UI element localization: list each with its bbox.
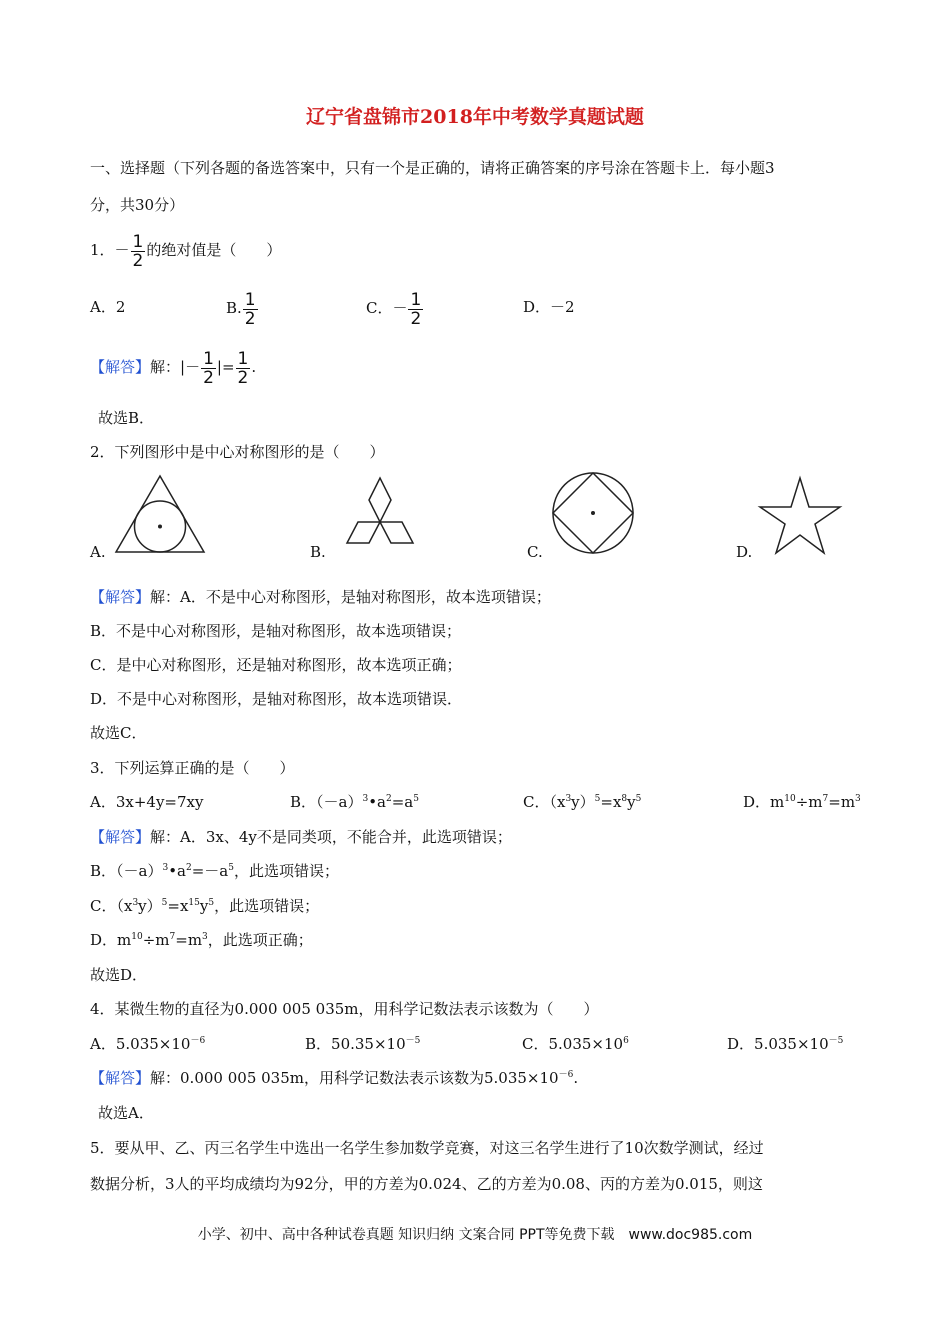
figure-d-star xyxy=(760,476,842,556)
q4-option-b: B．$50.35\times 10^{-5}$ xyxy=(305,1035,421,1053)
q4-option-c: C．$5.035\times 10^6$ xyxy=(522,1035,629,1053)
q4-option-d: D．$5.035\times 10^{-5}$ xyxy=(727,1035,844,1053)
q3-option-d: D．$m^{10}\div m^7=m^3$ xyxy=(743,793,861,811)
question-1-stem: 1．－ $\frac{1}{2}$ 的绝对值是（ ） xyxy=(90,231,282,271)
question-3-stem: 3．下列运算正确的是（ ） xyxy=(90,759,295,777)
q3-answer-line1: 【解答】解：A．3x、4y不是同类项，不能合并，此选项错误； xyxy=(90,828,512,846)
q2-label-d: D. xyxy=(736,543,753,561)
section-heading-line2: 分，共30分） xyxy=(90,196,185,214)
q4-option-a: A．$5.035\times 10^{-6}$ xyxy=(90,1035,206,1053)
answer-tag: 【解答】 xyxy=(90,358,151,376)
q1-option-c: C．－ $\frac{1}{2}$ xyxy=(366,289,422,329)
q3-option-c: C．$(x^3y)^5=x^8y^5$ xyxy=(523,793,642,811)
q3-conclusion: 故选D． xyxy=(90,966,148,984)
page-footer: 小学、初中、高中各种试卷真题 知识归纳 文案合同 PPT等免费下载 www.doc985.com xyxy=(197,1227,753,1243)
q2-label-c: C. xyxy=(527,543,543,561)
q3-option-a: A．3x+4y=7xy xyxy=(90,793,204,811)
question-5-line1: 5．要从甲、乙、丙三名学生中选出一名学生参加数学竞赛，对这三名学生进行了10次数学测试，经过 xyxy=(90,1139,764,1157)
q1-option-d: D．－2 xyxy=(523,298,575,316)
q2-answer-line1: 【解答】解：A．不是中心对称图形，是轴对称图形，故本选项错误； xyxy=(90,588,551,606)
figure-a-triangle-incircle xyxy=(112,474,208,554)
q2-conclusion: 故选C． xyxy=(90,724,147,742)
fraction: $\frac{1}{2}$ xyxy=(132,231,144,271)
q3-answer-line2: B．$(-a)^3•a^2=-a^5$，此选项错误； xyxy=(90,862,339,880)
question-2-stem: 2．下列图形中是中心对称图形的是（ ） xyxy=(90,443,385,461)
q2-answer-line4: D．不是中心对称图形，是轴对称图形，故本选项错误． xyxy=(90,690,463,708)
q3-answer-line4: D．$m^{10}\div m^7=m^3$，此选项正确； xyxy=(90,931,313,949)
section-heading-line1: 一、选择题（下列各题的备选答案中，只有一个是正确的，请将正确答案的序号涂在答题卡上．每小题3 xyxy=(90,159,775,177)
q4-answer: 【解答】解：0.000 005 035m，用科学记数法表示该数为$5.035\times 10^{-6}$. xyxy=(90,1069,579,1087)
q2-answer-line2: B．不是中心对称图形，是轴对称图形，故本选项错误； xyxy=(90,622,462,640)
q3-answer-line3: C．$(x^3y)^5=x^{15}y^5$，此选项错误； xyxy=(90,897,320,915)
q1-option-a: A．2 xyxy=(90,298,126,316)
answer-tag: 【解答】 xyxy=(90,828,151,846)
page-title: 辽宁省盘锦市2018年中考数学真题试题 xyxy=(306,106,644,128)
answer-tag: 【解答】 xyxy=(90,588,151,606)
q1-conclusion: 故选B． xyxy=(98,409,155,427)
question-4-stem: 4．某微生物的直径为0.000 005 035m，用科学记数法表示该数为（ ） xyxy=(90,1000,599,1018)
q3-option-b: B．$(-a)^3•a^2=a^5$ xyxy=(290,793,419,811)
q2-label-b: B. xyxy=(310,543,326,561)
figure-b-three-rhombi xyxy=(333,476,429,556)
q1-answer: 【解答】解：|－ $\frac{1}{2}$ |= $\frac{1}{2}$ . xyxy=(90,348,257,388)
q4-conclusion: 故选A． xyxy=(98,1104,154,1122)
answer-tag: 【解答】 xyxy=(90,1069,151,1087)
figure-c-circle-square xyxy=(550,470,636,556)
q2-answer-line3: C．是中心对称图形，还是轴对称图形，故本选项正确； xyxy=(90,656,462,674)
question-5-line2: 数据分析，3人的平均成绩均为92分，甲的方差为0.024、乙的方差为0.08、丙的方差为0.015，则这 xyxy=(90,1175,763,1193)
q1-option-b: B. $\frac{1}{2}$ xyxy=(226,289,256,329)
q2-label-a: A. xyxy=(90,543,106,561)
